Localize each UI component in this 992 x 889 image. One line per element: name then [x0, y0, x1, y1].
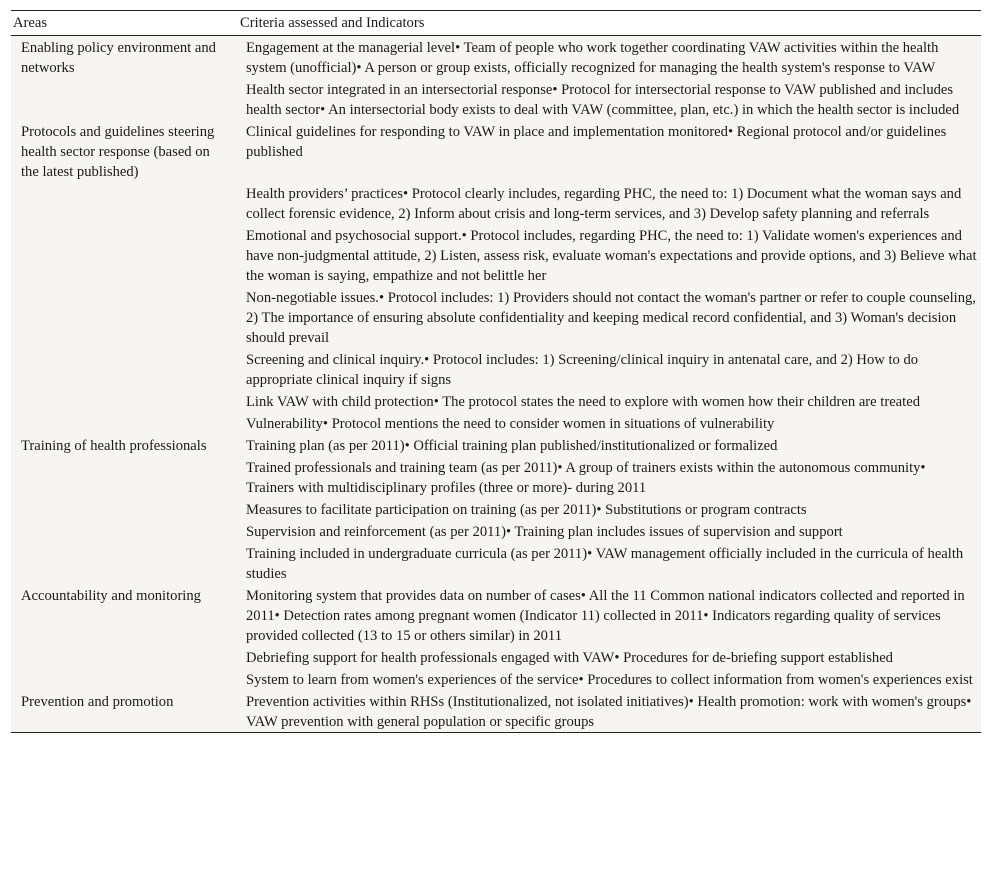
area-cell [11, 668, 236, 690]
criteria-cell: Prevention activities within RHSs (Institutionalized, not isolated initiatives)• Health promotion: work with women's groups• VAW prevention with general population or specific groups [246, 694, 972, 730]
criteria-cell: Vulnerability• Protocol mentions the need to consider women in situations of vulnerability [246, 416, 775, 432]
criteria-cell: Health sector integrated in an intersectorial response• Protocol for intersectorial response to VAW published and includes health sector• An intersectorial body exists to deal with VAW (committee, plan, etc.) in which the health sector is included [246, 82, 960, 118]
criteria-cell: Monitoring system that provides data on number of cases• All the 11 Common national indicators collected and reported in 2011• Detection rates among pregnant women (Indicator 11) collected in 2011• Indicators regarding quality of services provided collected (13 to 15 or others similar) in 2011 [246, 588, 965, 644]
table-row [11, 182, 981, 224]
table-row [11, 78, 981, 120]
criteria-cell: Emotional and psychosocial support.• Protocol includes, regarding PHC, the need to: 1) Validate women's experiences and have non-judgmental attitude, 2) Listen, assess risk, evaluate woman's expectations and provide options, and 3) Believe what the woman is saying, empathize and not belittle her [246, 228, 977, 284]
area-cell [11, 498, 236, 520]
criteria-cell: System to learn from women's experiences of the service• Procedures to collect information from women's experiences exist [246, 672, 973, 688]
table-row [11, 542, 981, 584]
table-row [11, 120, 981, 182]
area-cell: Protocols and guidelines steering health sector response (based on the latest published) [21, 124, 215, 180]
criteria-cell: Training plan (as per 2011)• Official training plan published/institutionalized or formalized [246, 438, 778, 454]
table-container [11, 10, 981, 733]
table-row [11, 412, 981, 434]
header-row [11, 11, 981, 36]
table-row [11, 520, 981, 542]
table-row [11, 498, 981, 520]
table-row [11, 690, 981, 733]
area-cell [11, 646, 236, 668]
criteria-cell: Measures to facilitate participation on training (as per 2011)• Substitutions or program contracts [246, 502, 807, 518]
table-row [11, 456, 981, 498]
area-cell [11, 78, 236, 120]
table-row [11, 668, 981, 690]
table-row [11, 584, 981, 646]
header-areas: Areas [13, 15, 48, 31]
criteria-cell: Training included in undergraduate curricula (as per 2011)• VAW management officially included in the curricula of health studies [246, 546, 964, 582]
area-cell: Accountability and monitoring [21, 588, 201, 604]
area-cell [11, 348, 236, 390]
area-cell [11, 224, 236, 286]
table-row [11, 348, 981, 390]
area-cell [11, 456, 236, 498]
criteria-cell: Debriefing support for health professionals engaged with VAW• Procedures for de-briefing support established [246, 650, 893, 666]
area-cell [11, 182, 236, 224]
area-cell [11, 286, 236, 348]
area-cell: Training of health professionals [21, 438, 207, 454]
criteria-cell: Link VAW with child protection• The protocol states the need to explore with women how their children are treated [246, 394, 920, 410]
table-row [11, 224, 981, 286]
criteria-cell: Engagement at the managerial level• Team of people who work together coordinating VAW activities within the health system (unofficial)• A person or group exists, officially recognized for managing the health system's response to VAW [246, 40, 939, 76]
criteria-cell: Health providers’ practices• Protocol clearly includes, regarding PHC, the need to: 1) Document what the woman says and collect forensic evidence, 2) Inform about crisis and long-term services, and 3) Develop safety planning and referrals [246, 186, 962, 222]
area-cell [11, 390, 236, 412]
criteria-cell: Non-negotiable issues.• Protocol includes: 1) Providers should not contact the woman's partner or refer to couple counseling, 2) The importance of ensuring absolute confidentiality and keeping medical record confidential, and 3) Woman's decision should prevail [246, 290, 976, 346]
header-criteria: Criteria assessed and Indicators [240, 15, 425, 31]
area-cell [11, 412, 236, 434]
table-row [11, 646, 981, 668]
criteria-cell: Supervision and reinforcement (as per 2011)• Training plan includes issues of supervision and support [246, 524, 843, 540]
area-cell: Enabling policy environment and networks [21, 40, 216, 76]
criteria-table [11, 10, 981, 733]
table-row [11, 286, 981, 348]
area-cell [11, 520, 236, 542]
area-cell: Prevention and promotion [21, 694, 174, 710]
criteria-cell: Clinical guidelines for responding to VAW in place and implementation monitored• Regional protocol and/or guidelines published [246, 124, 947, 160]
table-row [11, 36, 981, 79]
criteria-cell: Screening and clinical inquiry.• Protocol includes: 1) Screening/clinical inquiry in antenatal care, and 2) How to do appropriate clinical inquiry if signs [246, 352, 919, 388]
table-row [11, 434, 981, 456]
criteria-cell: Trained professionals and training team (as per 2011)• A group of trainers exists within the autonomous community• Trainers with multidisciplinary profiles (three or more)- during 2011 [246, 460, 926, 496]
area-cell [11, 542, 236, 584]
table-row [11, 390, 981, 412]
